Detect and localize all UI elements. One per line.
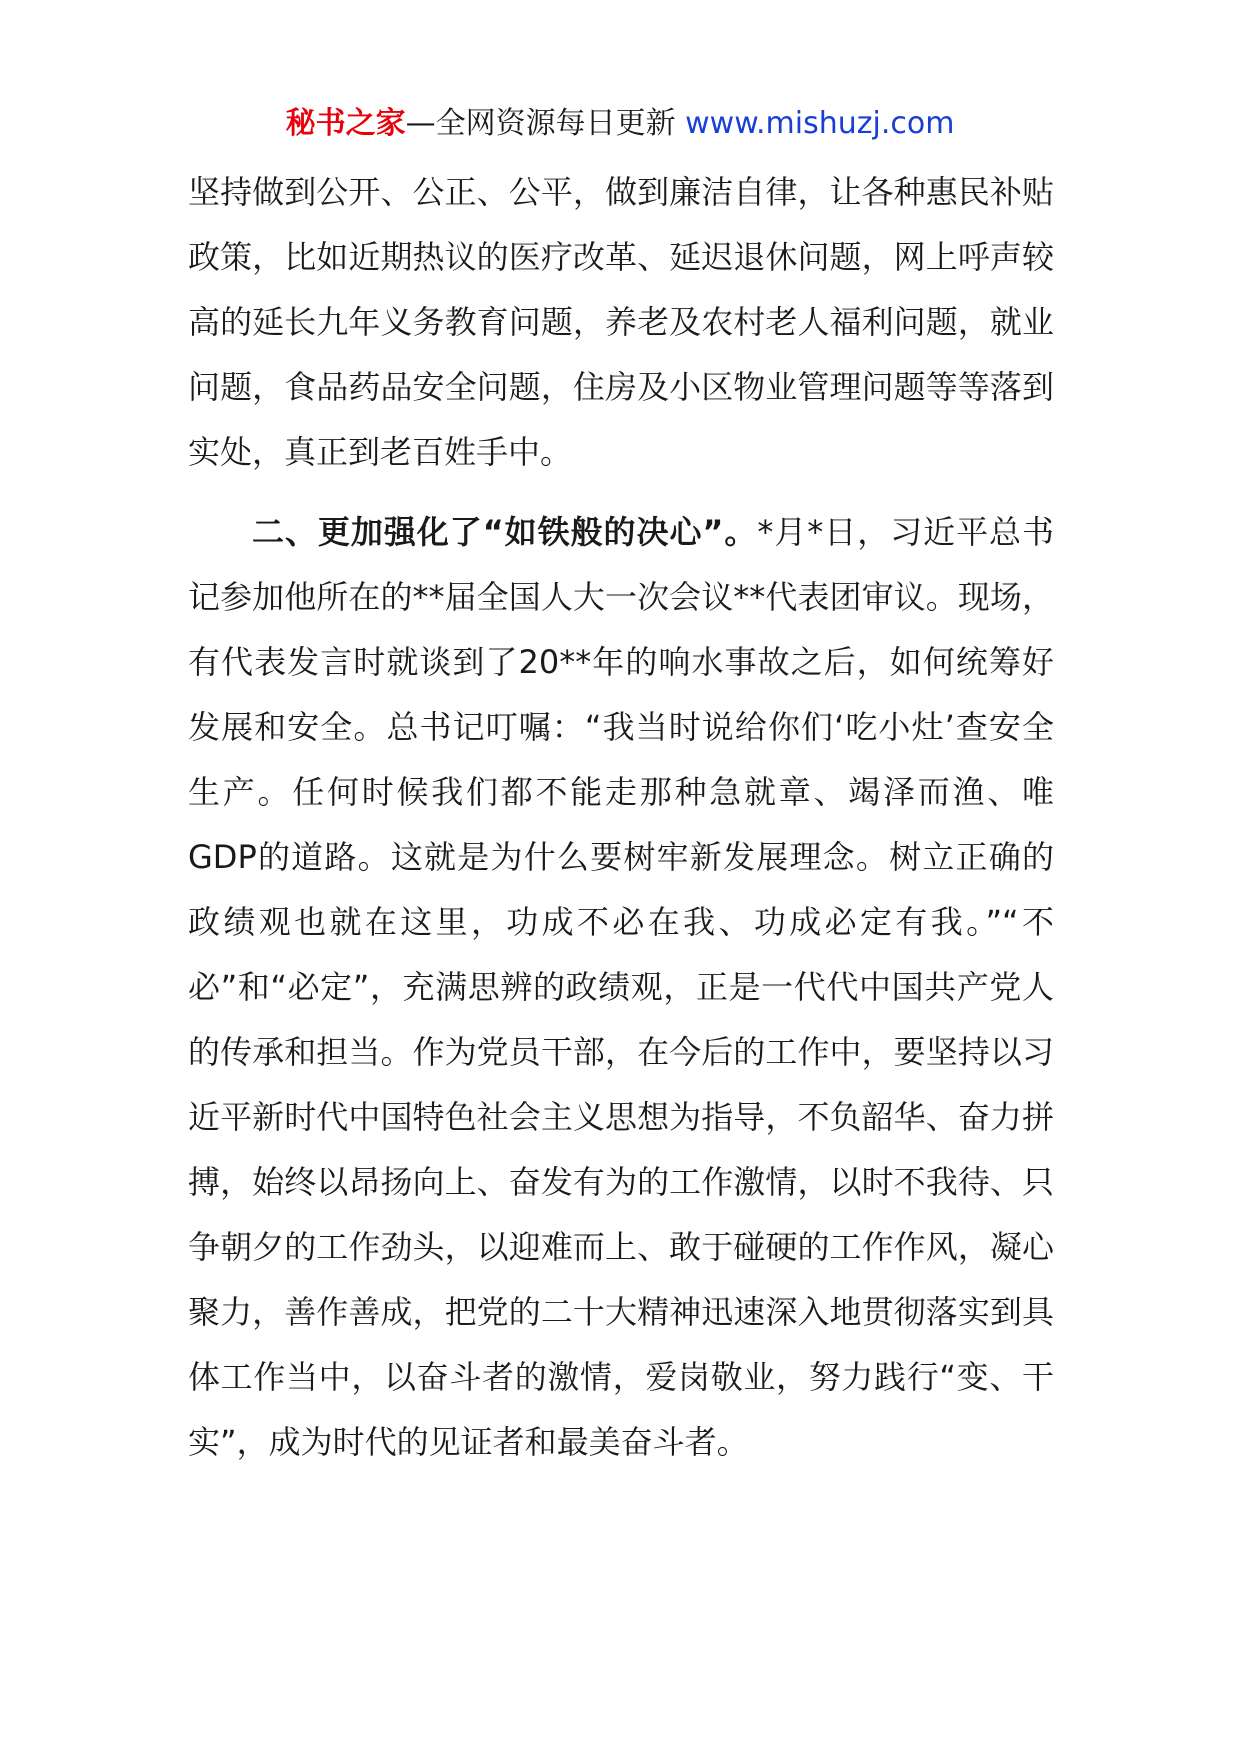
header-tagline: —全网资源每日更新	[405, 106, 686, 141]
paragraph-2	[188, 500, 1054, 1475]
paragraph-1: 坚持做到公开、公正、公平，做到廉洁自律，让各种惠民补贴政策，比如近期热议的医疗改革、延迟退休问题，网上呼声较高的延长九年义务教育问题，养老及农村老人福利问题，就业问题，食品药品安全问题，住房及小区物业管理问题等等落到实处，真正到老百姓手中。	[188, 173, 1054, 471]
section-heading: 二、更加强化了“如铁般的决心”。	[252, 513, 758, 551]
page-header	[0, 104, 1240, 144]
header-url-link[interactable]: www.mishuzj.com	[685, 106, 955, 141]
header-brand: 秘书之家	[285, 106, 406, 141]
document-body	[188, 160, 1054, 1475]
paragraph-2-body: *月*日，习近平总书记参加他所在的**届全国人大一次会议**代表团审议。现场，有代表发言时就谈到了20**年的响水事故之后，如何统筹好发展和安全。总书记叮嘱：“我当时说给你们‘吃小灶’查安全生产。任何时候我们都不能走那种急就章、竭泽而渔、唯GDP的道路。这就是为什么要树牢新发展理念。树立正确的政绩观也就在这里，功成不必在我、功成必定有我。”“不必”和“必定”，充满思辨的政绩观，正是一代代中国共产党人的传承和担当。作为党员干部，在今后的工作中，要坚持以习近平新时代中国特色社会主义思想为指导，不负韶华、奋力拼搏，始终以昂扬向上、奋发有为的工作激情，以时不我待、只争朝夕的工作劲头，以迎难而上、敢于碰硬的工作作风，凝心聚力，善作善成，把党的二十大精神迅速深入地贯彻落实到具体工作当中，以奋斗者的激情，爱岗敬业，努力践行“变、干实”，成为时代的见证者和最美奋斗者。	[188, 513, 1054, 1461]
